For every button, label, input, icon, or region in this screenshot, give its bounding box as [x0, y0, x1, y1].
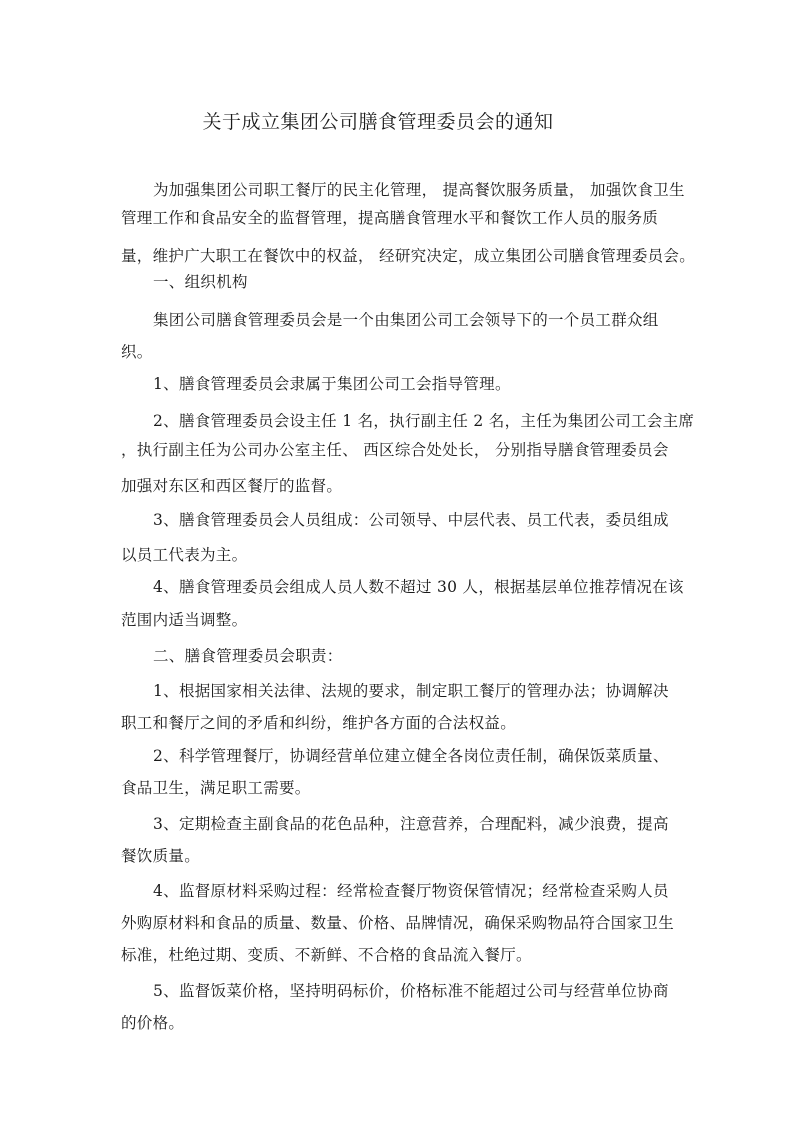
- list-item: 2、科学管理餐厅，协调经营单位建立健全各岗位责任制，确保饭菜质量、: [153, 747, 669, 765]
- body-line: 外购原材料和食品的质量、数量、价格、品牌情况，确保采购物品符合国家卫生: [121, 914, 675, 932]
- body-line: 食品卫生，满足职工需要。: [121, 779, 311, 797]
- list-item: 1、根据国家相关法律、法规的要求，制定职工餐厅的管理办法；协调解决: [153, 682, 669, 700]
- section-heading: 一、组织机构: [153, 273, 248, 291]
- body-line: ，执行副主任为公司办公室主任、 西区综合处处长， 分别指导膳食管理委员会: [121, 441, 669, 459]
- list-item: 5、监督饭菜价格，坚持明码标价，价格标准不能超过公司与经营单位协商: [153, 982, 669, 1000]
- body-line: 为加强集团公司职工餐厅的民主化管理， 提高餐饮服务质量， 加强饮食卫生: [153, 181, 685, 199]
- list-item: 2、膳食管理委员会设主任 1 名，执行副主任 2 名，主任为集团公司工会主席: [153, 412, 695, 430]
- body-line: 餐饮质量。: [121, 847, 201, 865]
- list-item: 3、膳食管理委员会人员组成：公司领导、中层代表、员工代表，委员组成: [153, 511, 669, 529]
- list-item: 3、定期检查主副食品的花色品种，注意营养，合理配料，减少浪费，提高: [153, 815, 669, 833]
- body-line: 集团公司膳食管理委员会是一个由集团公司工会领导下的一个员工群众组: [153, 311, 659, 329]
- body-line: 织。: [121, 343, 153, 361]
- body-line: 加强对东区和西区餐厅的监督。: [121, 477, 343, 495]
- body-line: 的价格。: [121, 1014, 185, 1032]
- section-heading: 二、膳食管理委员会职责：: [153, 647, 343, 665]
- body-line: 标准，杜绝过期、变质、不新鲜、不合格的食品流入餐厅。: [121, 946, 532, 964]
- document-title: 关于成立集团公司膳食管理委员会的通知: [202, 111, 554, 133]
- list-item: 4、膳食管理委员会组成人员人数不超过 30 人，根据基层单位推荐情况在该: [153, 578, 684, 596]
- body-line: 以员工代表为主。: [121, 546, 248, 564]
- body-line: 管理工作和食品安全的监督管理，提高膳食管理水平和餐饮工作人员的服务质: [121, 209, 659, 227]
- body-line: 范围内适当调整。: [121, 611, 248, 629]
- list-item: 1、膳食管理委员会隶属于集团公司工会指导管理。: [153, 375, 511, 393]
- list-item: 4、监督原材料采购过程：经常检查餐厅物资保管情况；经常检查采购人员: [153, 882, 669, 900]
- body-line: 职工和餐厅之间的矛盾和纠纷，维护各方面的合法权益。: [121, 714, 517, 732]
- body-line: 量，维护广大职工在餐饮中的权益， 经研究决定，成立集团公司膳食管理委员会。: [121, 247, 696, 265]
